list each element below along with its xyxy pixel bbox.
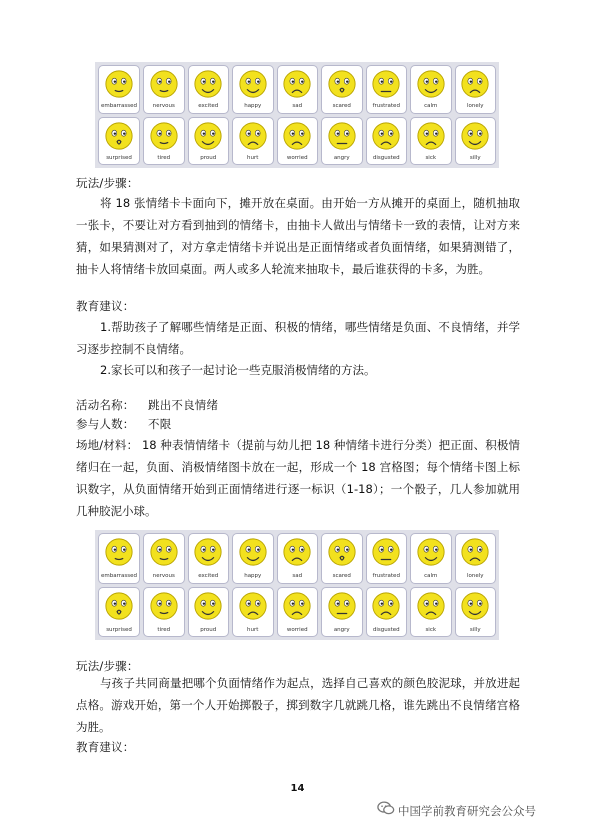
emotion-card-scared — [321, 533, 363, 584]
emotion-card-label: scared — [332, 573, 351, 579]
emotion-card-label: proud — [200, 626, 217, 633]
emotion-card-scared — [321, 65, 363, 114]
excited-face-icon — [193, 537, 223, 567]
emotion-card-label: silly — [469, 626, 481, 633]
emotion-card-label: happy — [244, 103, 262, 109]
watermark-text: 中国学前教育研究会公众号 — [398, 804, 536, 818]
emotion-card-surprised — [98, 117, 140, 166]
emotion-card-proud — [188, 117, 230, 166]
tired-face-icon — [149, 121, 179, 151]
proud-face-icon — [193, 121, 223, 151]
happy-face-icon — [238, 69, 268, 99]
emotion-card-tired — [143, 117, 184, 166]
emotion-card-grid-2 — [95, 530, 499, 640]
participants-label: 参与人数： — [76, 417, 135, 431]
emotion-card-worried — [277, 587, 319, 638]
emotion-card-surprised — [98, 587, 140, 638]
scared-face-icon — [327, 537, 357, 567]
calm-face-icon — [416, 69, 446, 99]
emotion-card-label: surprised — [106, 154, 132, 161]
emotion-card-label: frustrated — [372, 573, 400, 579]
emotion-card-embarrassed — [98, 65, 140, 114]
proud-face-icon — [193, 591, 223, 621]
emotion-card-label: nervous — [152, 103, 175, 109]
hurt-face-icon — [238, 121, 268, 151]
emotion-card-label: lonely — [466, 103, 484, 109]
emotion-card-nervous — [143, 533, 184, 584]
emotion-card-label: sick — [425, 626, 437, 633]
tired-face-icon — [149, 591, 179, 621]
emotion-card-label: disgusted — [372, 154, 400, 161]
emotion-card-label: surprised — [106, 626, 132, 633]
emotion-card-label: proud — [200, 154, 217, 161]
emotion-card-label: sick — [425, 154, 437, 161]
emotion-card-calm — [410, 65, 452, 114]
disgusted-face-icon — [371, 121, 401, 151]
silly-face-icon — [460, 121, 490, 151]
emotion-card-label: hurt — [247, 626, 259, 633]
activity-name-label: 活动名称： — [76, 398, 135, 412]
nervous-face-icon — [149, 537, 179, 567]
frustrated-face-icon — [371, 537, 401, 567]
howto-heading-2: 玩法/步骤： — [76, 659, 139, 673]
emotion-card-disgusted — [366, 117, 408, 166]
emotion-card-sick — [410, 587, 452, 638]
emotion-card-label: angry — [333, 154, 350, 161]
worried-face-icon — [282, 591, 312, 621]
emotion-card-frustrated — [366, 533, 408, 584]
howto-text-1: 将 18 张情绪卡卡面向下，摊开放在桌面。由开始一方从摊开的桌面上，随机抽取一张卡，不要让对方看到抽到的情绪卡，由抽卡人做出与情绪卡一致的表情，让对方来猜，如果猜测对了，对方拿走情绪卡并说出是正面情绪或者负面情绪，如果猜测错了，抽卡人将情绪卡放回桌面。两人或多人轮流来抽取卡，最后谁获得的卡多，为胜。 — [76, 196, 520, 276]
emotion-card-label: tired — [157, 626, 171, 633]
advice-item-2: 2.家长可以和孩子一起讨论一些克服消极情绪的方法。 — [100, 363, 376, 377]
emotion-card-angry — [321, 117, 363, 166]
emotion-card-label: scared — [332, 103, 351, 109]
emotion-card-proud — [188, 587, 230, 638]
calm-face-icon — [416, 537, 446, 567]
emotion-card-label: calm — [424, 573, 438, 579]
sick-face-icon — [416, 121, 446, 151]
emotion-card-calm — [410, 533, 452, 584]
emotion-card-excited — [188, 65, 230, 114]
nervous-face-icon — [149, 69, 179, 99]
emotion-card-label: embarrassed — [101, 573, 138, 579]
howto-text-2: 与孩子共同商量把哪个负面情绪作为起点，选择自己喜欢的颜色胶泥球，并放进起点格。游戏开始，第一个人开始掷骰子，掷到数字几就跳几格，谁先跳出不良情绪宫格为胜。 — [76, 676, 520, 734]
participants-value: 不限 — [148, 417, 172, 431]
sad-face-icon — [282, 537, 312, 567]
surprised-face-icon — [104, 591, 134, 621]
emotion-card-grid-1 — [95, 62, 499, 168]
emotion-card-hurt — [232, 117, 274, 166]
surprised-face-icon — [104, 121, 134, 151]
lonely-face-icon — [460, 69, 490, 99]
sick-face-icon — [416, 591, 446, 621]
emotion-card-happy — [232, 65, 274, 114]
emotion-card-label: excited — [198, 103, 219, 109]
materials-text: 场地/材料： 18 种表情情绪卡（提前与幼儿把 18 种情绪卡进行分类）把正面、积极情绪归在一起，负面、消极情绪图卡放在一起，形成一个 18 宫格图；每个情绪卡图上标识数字，从负面情绪开始到正面情绪进行逐一标识（1-18）；一个骰子，几人参加就用几种胶泥小球。 — [76, 438, 520, 518]
wechat-icon — [377, 799, 395, 817]
excited-face-icon — [193, 69, 223, 99]
page-number: 14 — [290, 783, 305, 794]
advice-heading-1: 教育建议： — [76, 299, 135, 313]
emotion-card-disgusted — [366, 587, 408, 638]
advice-item-1: 1.帮助孩子了解哪些情绪是正面、积极的情绪，哪些情绪是负面、不良情绪，并学习逐步控制不良情绪。 — [76, 320, 520, 356]
embarrassed-face-icon — [104, 537, 134, 567]
emotion-card-label: frustrated — [372, 103, 400, 109]
angry-face-icon — [327, 121, 357, 151]
emotion-card-frustrated — [366, 65, 408, 114]
howto-heading-1: 玩法/步骤： — [76, 176, 139, 190]
emotion-card-label: worried — [286, 154, 308, 161]
scared-face-icon — [327, 69, 357, 99]
emotion-card-tired — [143, 587, 184, 638]
emotion-card-label: hurt — [247, 154, 259, 161]
silly-face-icon — [460, 591, 490, 621]
happy-face-icon — [238, 537, 268, 567]
emotion-card-sick — [410, 117, 452, 166]
emotion-card-worried — [277, 117, 319, 166]
emotion-card-sad — [277, 533, 319, 584]
emotion-card-happy — [232, 533, 274, 584]
emotion-card-label: lonely — [466, 573, 484, 579]
emotion-card-label: disgusted — [372, 626, 400, 633]
hurt-face-icon — [238, 591, 268, 621]
emotion-card-label: silly — [469, 154, 481, 161]
emotion-card-label: embarrassed — [101, 103, 138, 109]
emotion-card-label: angry — [333, 626, 350, 633]
emotion-card-nervous — [143, 65, 184, 114]
emotion-card-hurt — [232, 587, 274, 638]
emotion-card-lonely — [455, 533, 497, 584]
emotion-card-label: excited — [198, 573, 219, 579]
angry-face-icon — [327, 591, 357, 621]
emotion-card-label: sad — [292, 103, 303, 109]
emotion-card-label: worried — [286, 626, 308, 633]
emotion-card-label: nervous — [152, 573, 175, 579]
embarrassed-face-icon — [104, 69, 134, 99]
activity-name-value: 跳出不良情绪 — [148, 398, 219, 412]
worried-face-icon — [282, 121, 312, 151]
emotion-card-silly — [455, 587, 497, 638]
emotion-card-embarrassed — [98, 533, 140, 584]
emotion-card-sad — [277, 65, 319, 114]
disgusted-face-icon — [371, 591, 401, 621]
emotion-card-label: tired — [157, 154, 171, 161]
emotion-card-lonely — [455, 65, 497, 114]
lonely-face-icon — [460, 537, 490, 567]
emotion-card-label: happy — [244, 573, 262, 579]
emotion-card-silly — [455, 117, 497, 166]
advice-heading-2: 教育建议： — [76, 740, 135, 754]
emotion-card-excited — [188, 533, 230, 584]
sad-face-icon — [282, 69, 312, 99]
emotion-card-label: sad — [292, 573, 303, 579]
emotion-card-label: calm — [424, 103, 438, 109]
emotion-card-angry — [321, 587, 363, 638]
frustrated-face-icon — [371, 69, 401, 99]
